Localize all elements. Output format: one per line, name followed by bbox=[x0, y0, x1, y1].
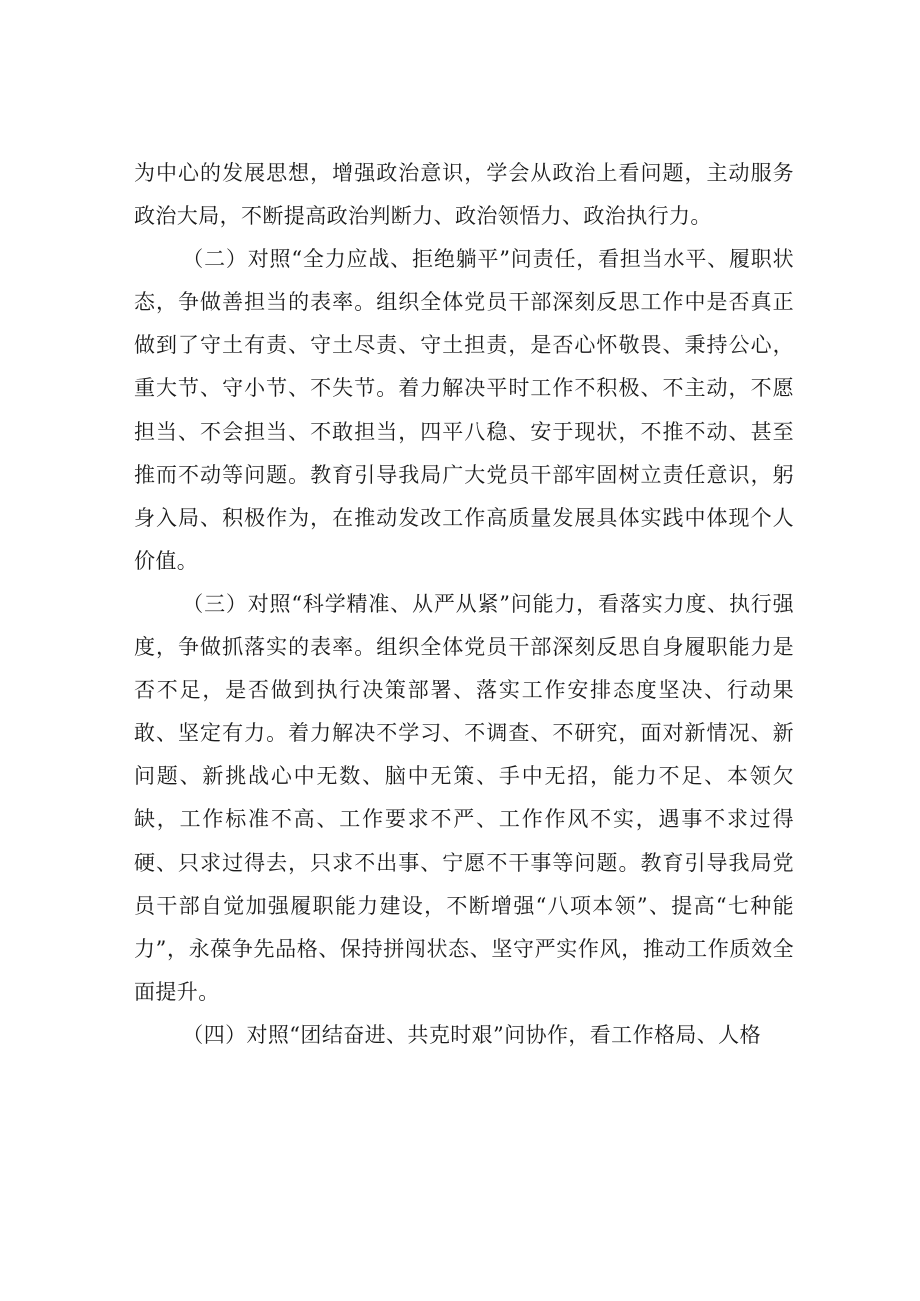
paragraph-section-4: （四）对照“团结奋进、共克时艰”问协作，看工作格局、人格 bbox=[182, 1022, 761, 1047]
paragraph-section-2: （二）对照“全力应战、拒绝躺平”问责任，看担当水平、履职状态，争做善担当的表率。组织全体党员干部深刻反思工作中是否真正做到了守土有责、守土尽责、守土担责，是否心怀敬畏、秉持公心，重大节、守小节、不失节。着力解决平时工作不积极、不主动，不愿担当、不会担当、不敢担当，四平八稳、安于现状，不推不动、甚至推而不动等问题。教育引导我局广大党员干部牢固树立责任意识，躬身入局、积极作为，在推动发改工作高质量发展具体实践中体现个人价值。 bbox=[134, 247, 794, 573]
document-body bbox=[134, 152, 794, 1057]
paragraph-section-3: （三）对照“科学精准、从严从紧”问能力，看落实力度、执行强度，争做抓落实的表率。组织全体党员干部深刻反思自身履职能力是否不足，是否做到执行决策部署、落实工作安排态度坚决、行动果敢、坚定有力。着力解决不学习、不调查、不研究，面对新情况、新问题、新挑战心中无数、脑中无策、手中无招，能力不足、本领欠缺，工作标准不高、工作要求不严、工作作风不实，遇事不求过得硬、只求过得去，只求不出事、宁愿不干事等问题。教育引导我局党员干部自觉加强履职能力建设，不断增强“八项本领”、提高“七种能力”，永葆争先品格、保持拼闯状态、坚守严实作风，推动工作质效全面提升。 bbox=[134, 591, 794, 1004]
paragraph-continuation: 为中心的发展思想，增强政治意识，学会从政治上看问题，主动服务政治大局，不断提高政治判断力、政治领悟力、政治执行力。 bbox=[134, 161, 794, 229]
